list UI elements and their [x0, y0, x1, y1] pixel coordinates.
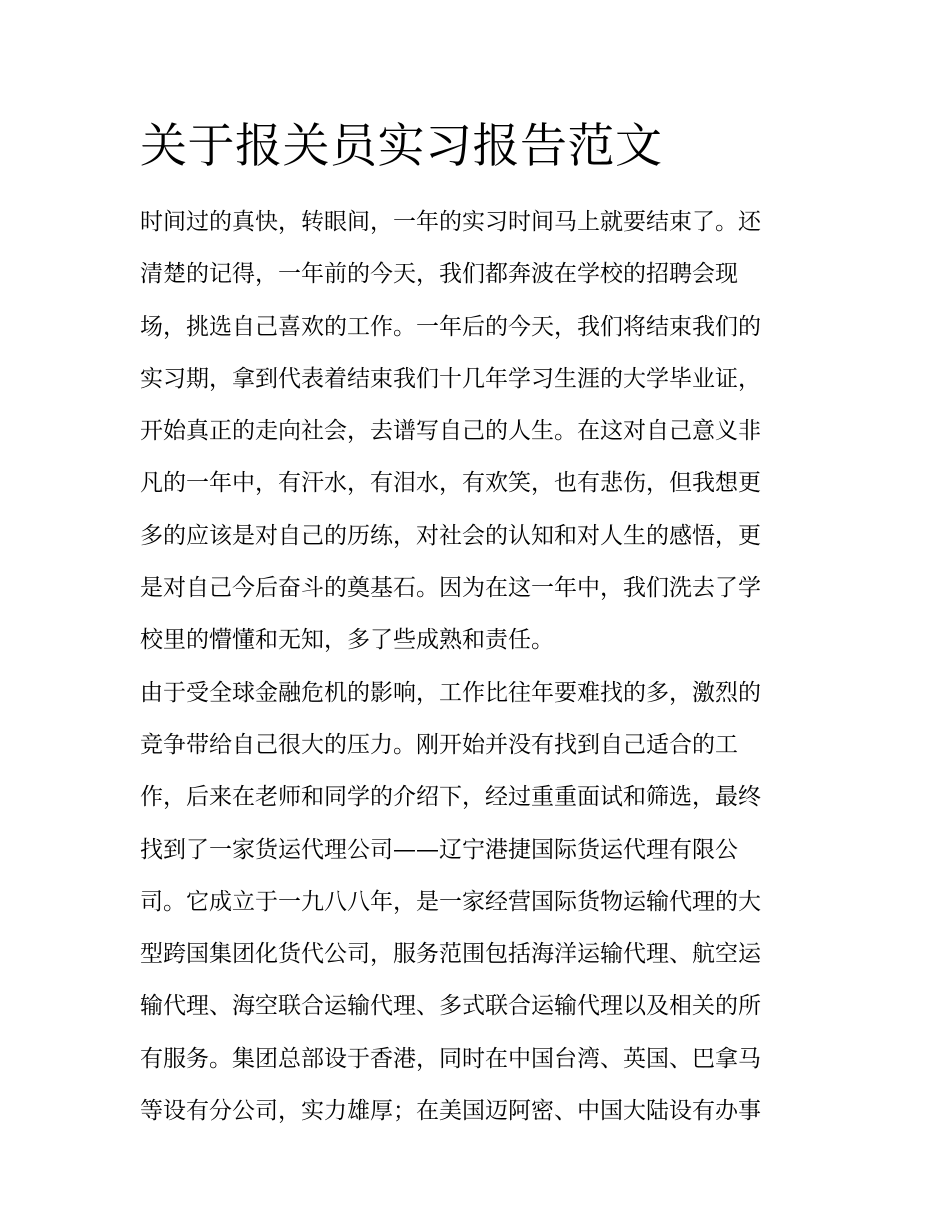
paragraph-line: 作，后来在老师和同学的介绍下，经过重重面试和筛选，最终 — [140, 784, 761, 811]
document-title: 关于报关员实习报告范文 — [140, 119, 663, 174]
paragraph-line: 型跨国集团化货代公司，服务范围包括海洋运输代理、航空运 — [140, 941, 761, 968]
paragraph-line: 等设有分公司，实力雄厚；在美国迈阿密、中国大陆设有办事 — [140, 1098, 761, 1125]
paragraph-line: 清楚的记得，一年前的今天，我们都奔波在学校的招聘会现 — [140, 261, 738, 288]
paragraph-line: 找到了一家货运代理公司——辽宁港捷国际货运代理有限公 — [140, 836, 738, 863]
paragraph-line: 凡的一年中，有汗水，有泪水，有欢笑，也有悲伤，但我想更 — [140, 470, 761, 497]
paragraph-line: 有服务。集团总部设于香港，同时在中国台湾、英国、巴拿马 — [140, 1045, 761, 1072]
paragraph-2 — [140, 667, 812, 1138]
document-body — [140, 196, 812, 1137]
paragraph-line: 时间过的真快，转眼间，一年的实习时间马上就要结束了。还 — [140, 209, 761, 235]
paragraph-line: 司。它成立于一九八八年，是一家经营国际货物运输代理的大 — [140, 888, 761, 915]
paragraph-line: 校里的懵懂和无知，多了些成熟和责任。 — [140, 627, 554, 654]
paragraph-line: 竞争带给自己很大的压力。刚开始并没有找到自己适合的工 — [140, 731, 738, 758]
paragraph-line: 多的应该是对自己的历练，对社会的认知和对人生的感悟，更 — [140, 522, 761, 549]
paragraph-line: 场，挑选自己喜欢的工作。一年后的今天，我们将结束我们的 — [140, 313, 761, 340]
paragraph-line: 输代理、海空联合运输代理、多式联合运输代理以及相关的所 — [140, 993, 761, 1020]
paragraph-line: 是对自己今后奋斗的奠基石。因为在这一年中，我们洗去了学 — [140, 575, 761, 602]
paragraph-line: 实习期，拿到代表着结束我们十几年学习生涯的大学毕业证， — [140, 365, 761, 392]
paragraph-line: 由于受全球金融危机的影响，工作比往年要难找的多，激烈的 — [140, 679, 761, 706]
paragraph-1 — [140, 196, 812, 667]
paragraph-line: 开始真正的走向社会，去谱写自己的人生。在这对自己意义非 — [140, 418, 761, 445]
